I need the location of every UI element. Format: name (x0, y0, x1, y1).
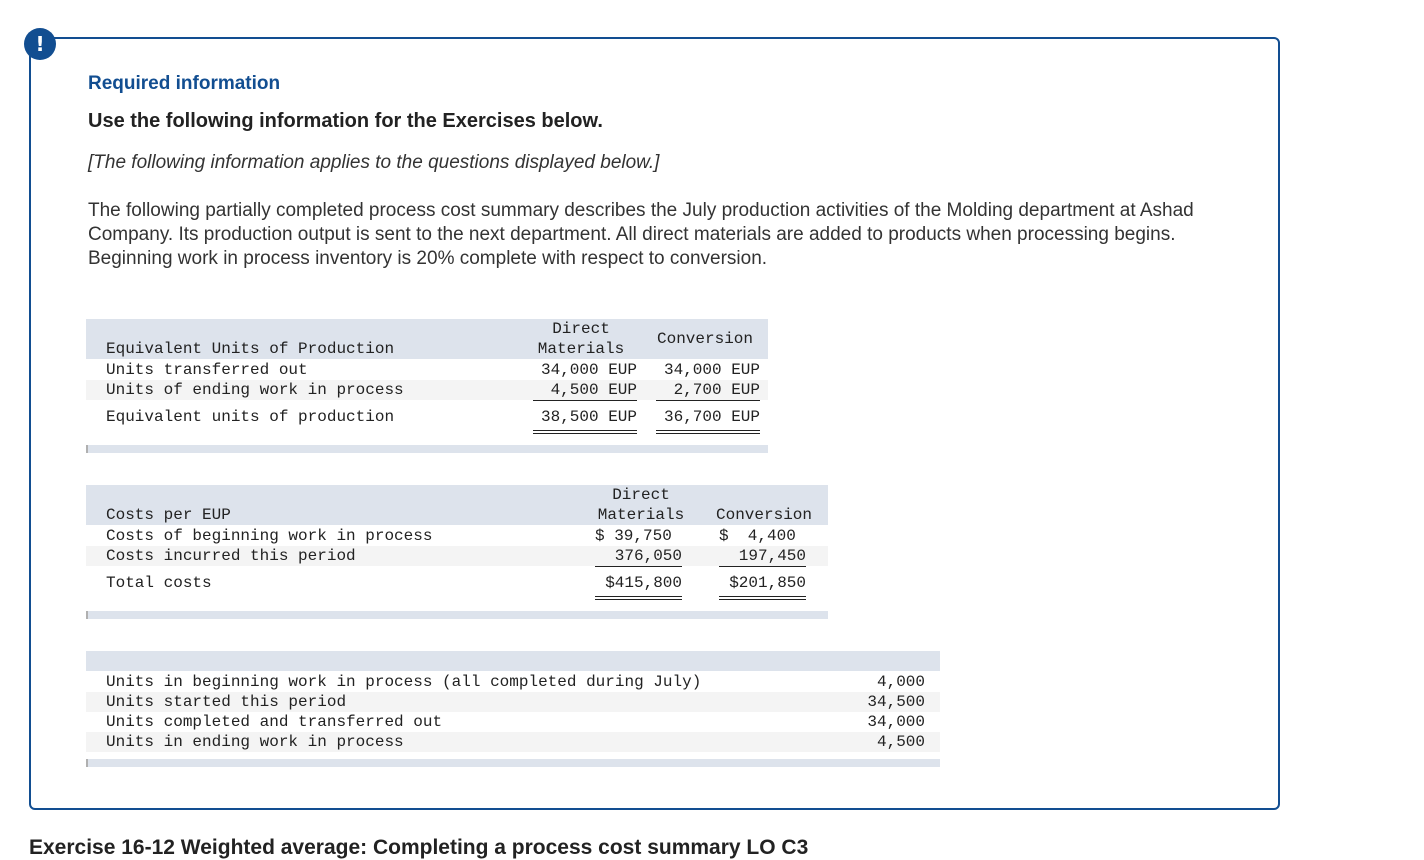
table3-row (86, 672, 940, 692)
info-note: [The following information applies to the questions displayed below.] (88, 152, 660, 173)
instruction-heading: Use the following information for the Exercises below. (88, 110, 603, 132)
table3-row-label: Units in ending work in process (106, 733, 404, 751)
table3-row-label: Units started this period (106, 693, 347, 711)
table3-row-label: Units completed and transferred out (106, 713, 443, 731)
table1-total-label: Equivalent units of production (106, 408, 395, 426)
table3-row (86, 732, 940, 752)
table3-row-value: 4,000 (876, 673, 925, 691)
alert-icon: ! (24, 28, 56, 60)
table1-row-conv: 34,000 EUP (663, 361, 760, 379)
table2-row-conv: $ 4,400 (719, 527, 796, 545)
table1-row-label: Units of ending work in process (106, 381, 404, 399)
table1-row-label: Units transferred out (106, 361, 308, 379)
table2-row (86, 526, 828, 546)
table2-row-dm: 376,050 (595, 546, 682, 567)
table1-row (86, 360, 768, 380)
table2-total-conv: $201,850 (719, 573, 806, 600)
table3-row-value: 4,500 (876, 733, 925, 751)
table2-row-label: Costs of beginning work in process (106, 527, 433, 545)
table2-row-conv: 197,450 (719, 546, 806, 567)
table1-row-dm: 4,500 EUP (533, 380, 637, 401)
table1-title: Equivalent Units of Production (106, 340, 395, 358)
table1-dm-header-line1: Direct (552, 320, 610, 338)
table3-footer (86, 759, 940, 767)
table2-total-label: Total costs (106, 574, 212, 592)
exercise-title: Exercise 16-12 Weighted average: Completing a process cost summary LO C3 (29, 836, 809, 859)
costs-per-eup-table (86, 485, 828, 621)
required-information-title: Required information (88, 73, 281, 94)
table3-row (86, 692, 940, 712)
table2-row-dm: $ 39,750 (595, 527, 672, 545)
table1-row-conv: 2,700 EUP (656, 380, 760, 401)
equivalent-units-table (86, 319, 768, 455)
table2-footer (86, 611, 828, 619)
table3-row-value: 34,500 (867, 693, 925, 711)
table3-row-label: Units in beginning work in process (all completed during July) (106, 673, 702, 691)
table1-dm-header-line2: Materials (537, 340, 625, 358)
table1-total-row (86, 407, 768, 427)
table2-title: Costs per EUP (106, 506, 231, 524)
table2-row (86, 546, 828, 566)
table1-footer (86, 445, 768, 453)
table1-row-dm: 34,000 EUP (540, 361, 637, 379)
table2-total-row (86, 573, 828, 593)
required-information-panel (29, 37, 1280, 810)
table1-conv-header: Conversion (656, 330, 753, 348)
table2-dm-header-line2: Materials (597, 506, 685, 524)
table3-row (86, 712, 940, 732)
table2-dm-header-line1: Direct (612, 486, 670, 504)
problem-description: The following partially completed process cost summary describes the July production activities of the Molding department at Ashad Company. Its production output is sent to the next department. All direct materials are added to products when processing begins. Beginning work in process inventory is 20% complete with respect to conversion. (88, 200, 1194, 269)
table2-conv-header: Conversion (715, 506, 812, 524)
units-summary-table (86, 651, 940, 771)
table2-row-label: Costs incurred this period (106, 547, 356, 565)
table1-total-dm: 38,500 EUP (533, 407, 637, 434)
table1-row (86, 380, 768, 400)
table2-total-dm: $415,800 (595, 573, 682, 600)
table3-row-value: 34,000 (867, 713, 925, 731)
table1-total-conv: 36,700 EUP (656, 407, 760, 434)
